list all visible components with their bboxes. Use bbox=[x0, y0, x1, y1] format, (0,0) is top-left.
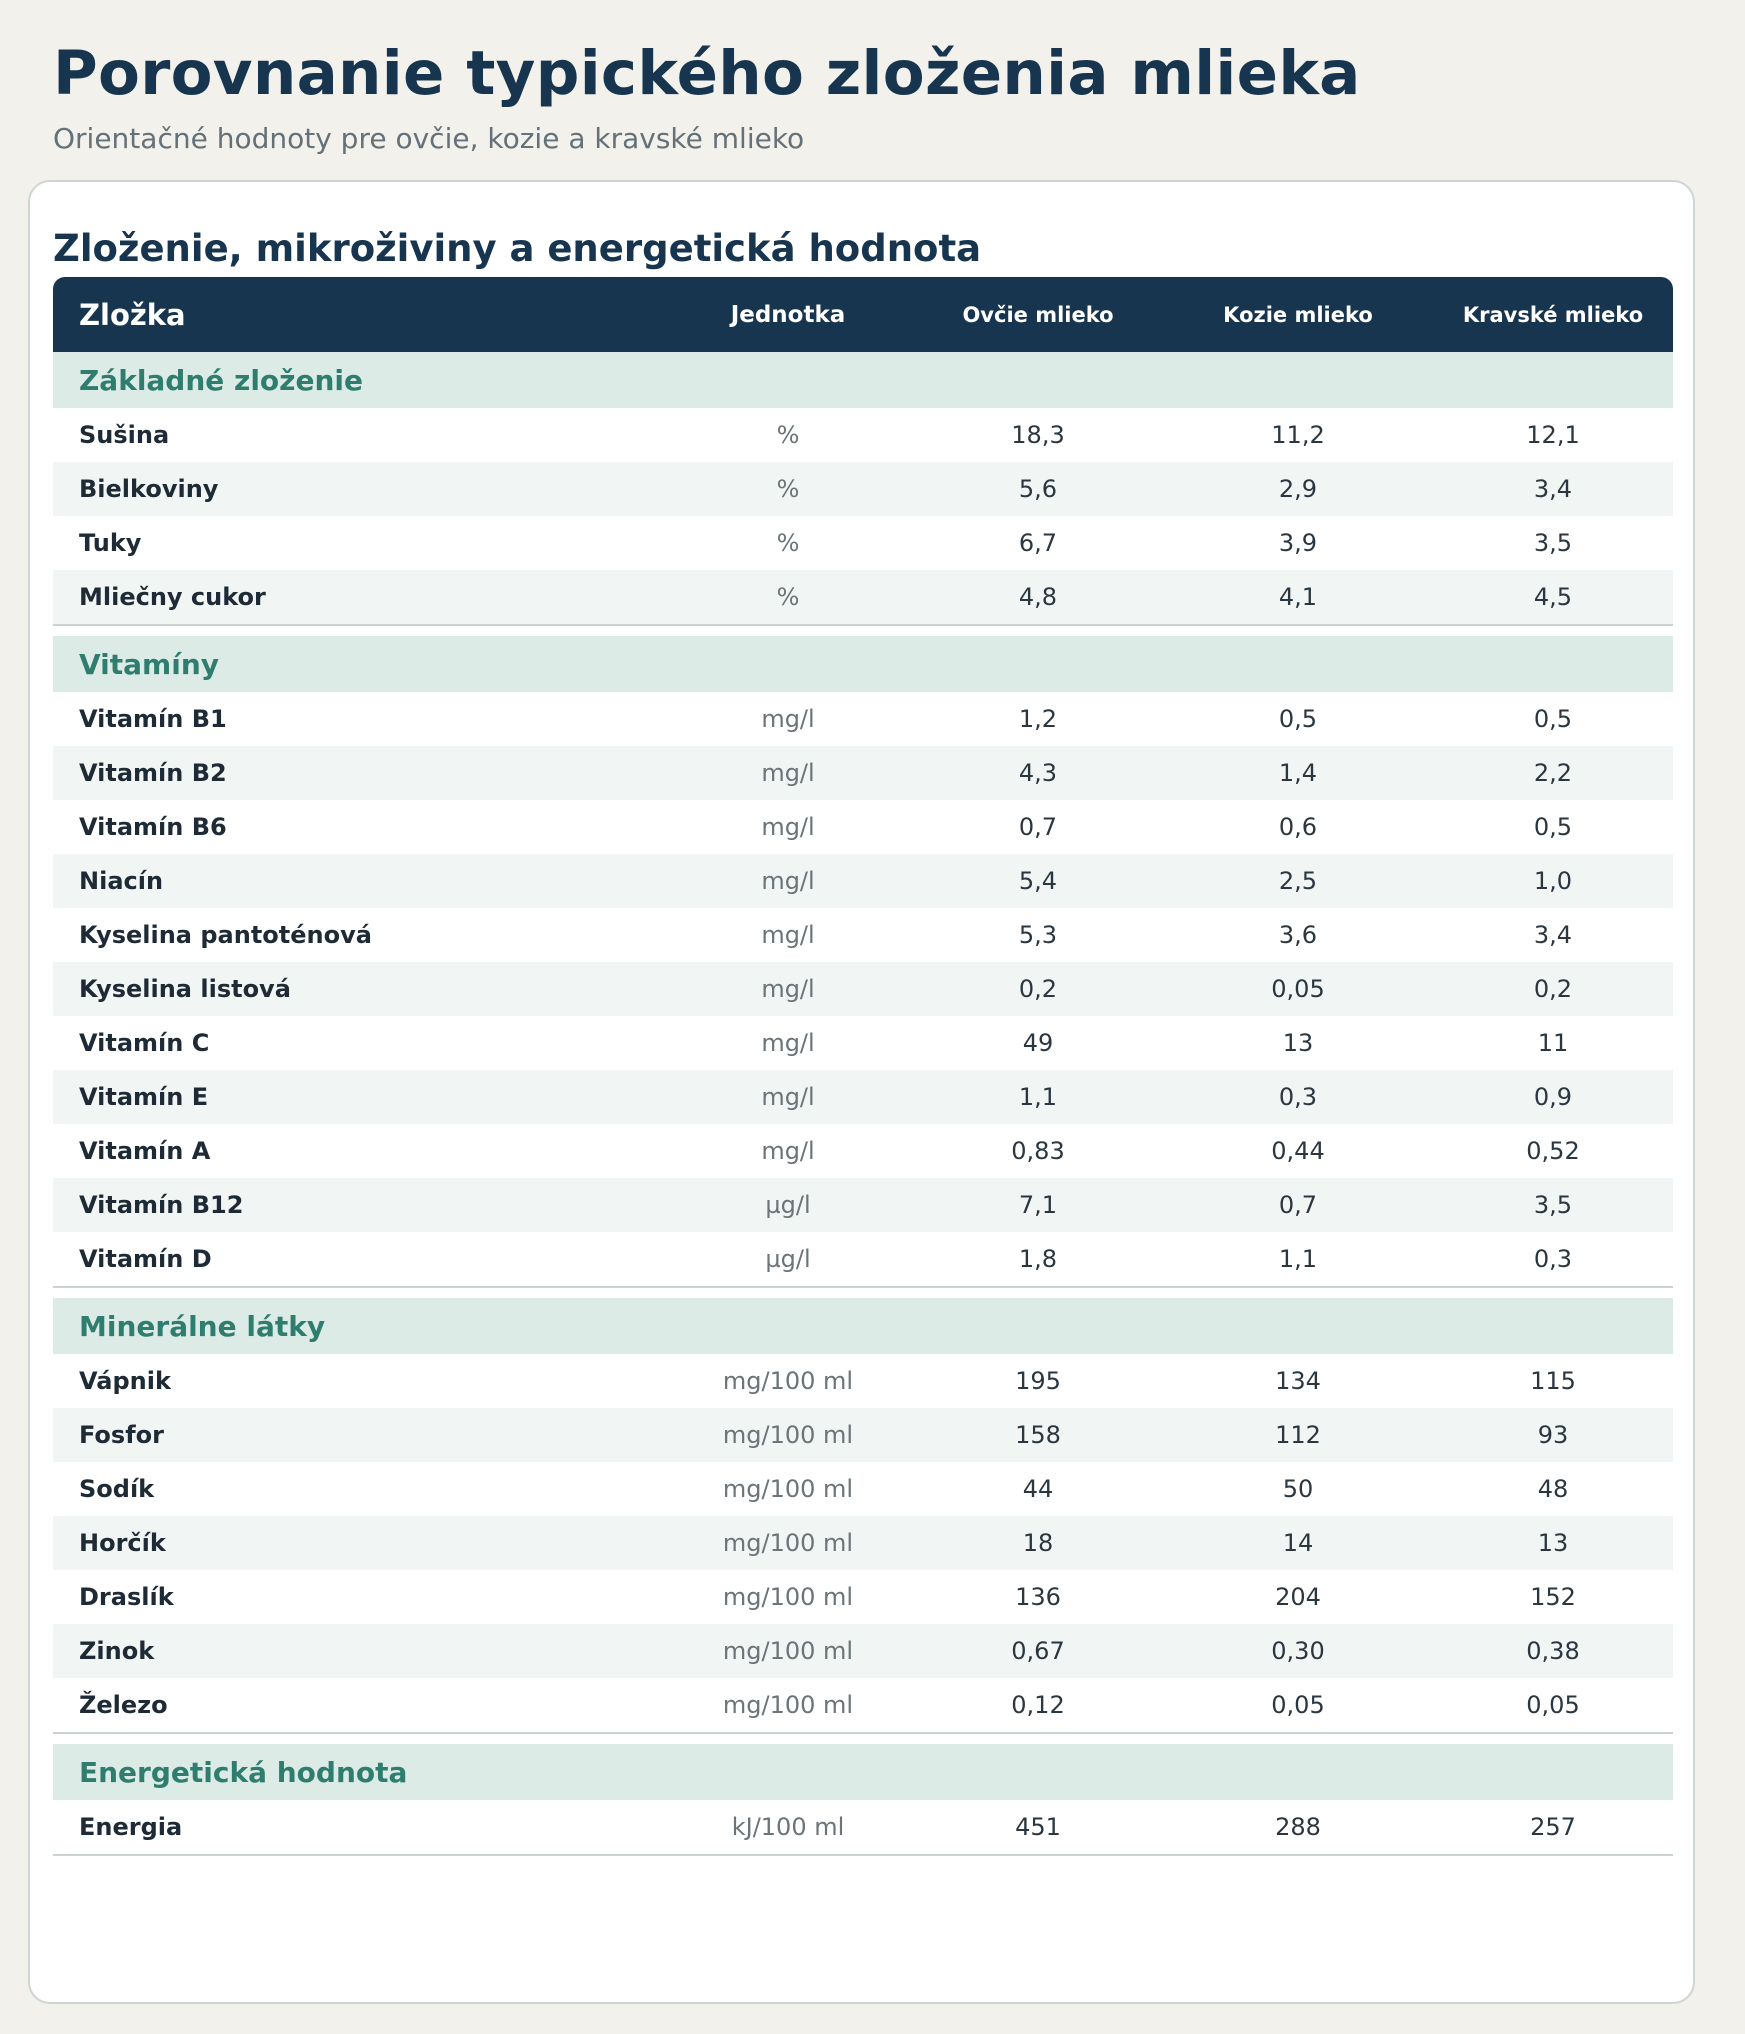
cell-unit: mg/100 ml bbox=[722, 1529, 854, 1557]
cell-goat: 4,1 bbox=[1278, 583, 1318, 611]
cell-unit: mg/l bbox=[761, 1029, 815, 1057]
cell-unit: mg/100 ml bbox=[722, 1367, 854, 1395]
cell-sheep: 18,3 bbox=[1011, 421, 1065, 449]
table-row bbox=[53, 1570, 1673, 1624]
cell-cow: 13 bbox=[1537, 1529, 1569, 1557]
cell-component: Sodík bbox=[79, 1475, 155, 1503]
cell-sheep: 0,7 bbox=[1018, 813, 1058, 841]
table-row bbox=[53, 1354, 1673, 1408]
cell-goat: 0,3 bbox=[1278, 1083, 1318, 1111]
cell-cow: 0,5 bbox=[1533, 705, 1573, 733]
table-row bbox=[53, 1232, 1673, 1286]
table-row bbox=[53, 1800, 1673, 1854]
cell-unit: mg/100 ml bbox=[722, 1475, 854, 1503]
cell-cow: 0,52 bbox=[1526, 1137, 1580, 1165]
cell-cow: 11 bbox=[1537, 1029, 1569, 1057]
table-row bbox=[53, 1624, 1673, 1678]
table-row bbox=[53, 1516, 1673, 1570]
cell-goat: 2,5 bbox=[1278, 867, 1318, 895]
cell-cow: 48 bbox=[1537, 1475, 1569, 1503]
column-header-component: Zložka bbox=[79, 297, 186, 332]
cell-goat: 13 bbox=[1282, 1029, 1314, 1057]
table-row bbox=[53, 1178, 1673, 1232]
cell-component: Niacín bbox=[79, 867, 164, 895]
cell-cow: 1,0 bbox=[1533, 867, 1573, 895]
cell-sheep: 18 bbox=[1022, 1529, 1054, 1557]
cell-component: Mliečny cukor bbox=[79, 583, 266, 611]
cell-unit: mg/l bbox=[761, 1083, 815, 1111]
cell-goat: 0,44 bbox=[1271, 1137, 1325, 1165]
cell-component: Bielkoviny bbox=[79, 475, 219, 503]
table-row bbox=[53, 854, 1673, 908]
cell-component: Vitamín B2 bbox=[79, 759, 227, 787]
cell-sheep: 0,12 bbox=[1011, 1691, 1065, 1719]
cell-goat: 3,6 bbox=[1278, 921, 1318, 949]
cell-cow: 3,5 bbox=[1533, 1191, 1573, 1219]
cell-unit: mg/l bbox=[761, 1137, 815, 1165]
cell-unit: % bbox=[776, 421, 800, 449]
cell-sheep: 1,1 bbox=[1018, 1083, 1058, 1111]
cell-cow: 3,5 bbox=[1533, 529, 1573, 557]
table-row bbox=[53, 1462, 1673, 1516]
cell-cow: 152 bbox=[1530, 1583, 1576, 1611]
cell-unit: mg/l bbox=[761, 759, 815, 787]
cell-cow: 115 bbox=[1530, 1367, 1576, 1395]
cell-unit: mg/100 ml bbox=[722, 1691, 854, 1719]
cell-component: Zinok bbox=[79, 1637, 155, 1665]
cell-goat: 50 bbox=[1282, 1475, 1314, 1503]
cell-sheep: 158 bbox=[1015, 1421, 1061, 1449]
cell-sheep: 451 bbox=[1015, 1813, 1061, 1841]
table-row bbox=[53, 570, 1673, 624]
cell-unit: kJ/100 ml bbox=[731, 1813, 845, 1841]
table-row bbox=[53, 908, 1673, 962]
page-subtitle: Orientačné hodnoty pre ovčie, kozie a kravské mlieko bbox=[53, 122, 805, 155]
cell-cow: 12,1 bbox=[1526, 421, 1580, 449]
table-header-row bbox=[53, 277, 1673, 352]
cell-cow: 4,5 bbox=[1533, 583, 1573, 611]
column-header-goat: Kozie mlieko bbox=[1223, 302, 1373, 327]
cell-sheep: 4,3 bbox=[1018, 759, 1058, 787]
cell-goat: 134 bbox=[1275, 1367, 1321, 1395]
cell-sheep: 44 bbox=[1022, 1475, 1054, 1503]
table-row bbox=[53, 692, 1673, 746]
table-row bbox=[53, 462, 1673, 516]
cell-unit: mg/100 ml bbox=[722, 1637, 854, 1665]
cell-unit: mg/100 ml bbox=[722, 1421, 854, 1449]
cell-goat: 0,6 bbox=[1278, 813, 1318, 841]
cell-component: Energia bbox=[79, 1813, 183, 1841]
cell-unit: mg/l bbox=[761, 813, 815, 841]
cell-component: Vitamín A bbox=[79, 1137, 211, 1165]
cell-goat: 1,4 bbox=[1278, 759, 1318, 787]
group-rows bbox=[53, 408, 1673, 626]
cell-component: Vitamín B1 bbox=[79, 705, 227, 733]
cell-unit: µg/l bbox=[765, 1245, 811, 1273]
cell-cow: 93 bbox=[1537, 1421, 1569, 1449]
table-row bbox=[53, 1070, 1673, 1124]
cell-goat: 2,9 bbox=[1278, 475, 1318, 503]
group-rows bbox=[53, 1354, 1673, 1734]
table-row bbox=[53, 516, 1673, 570]
table-row bbox=[53, 1016, 1673, 1070]
cell-cow: 3,4 bbox=[1533, 921, 1573, 949]
cell-goat: 1,1 bbox=[1278, 1245, 1318, 1273]
cell-goat: 0,5 bbox=[1278, 705, 1318, 733]
cell-goat: 3,9 bbox=[1278, 529, 1318, 557]
cell-sheep: 5,4 bbox=[1018, 867, 1058, 895]
cell-cow: 0,38 bbox=[1526, 1637, 1580, 1665]
cell-sheep: 1,2 bbox=[1018, 705, 1058, 733]
table-row bbox=[53, 1124, 1673, 1178]
page-header bbox=[53, 36, 1361, 156]
table-row bbox=[53, 1408, 1673, 1462]
cell-unit: mg/l bbox=[761, 867, 815, 895]
cell-goat: 288 bbox=[1275, 1813, 1321, 1841]
cell-component: Sušina bbox=[79, 421, 170, 449]
table-body bbox=[53, 352, 1673, 1856]
cell-component: Vápnik bbox=[79, 1367, 171, 1395]
cell-component: Vitamín C bbox=[79, 1029, 210, 1057]
table-row bbox=[53, 746, 1673, 800]
cell-sheep: 136 bbox=[1015, 1583, 1061, 1611]
cell-component: Vitamín E bbox=[79, 1083, 209, 1111]
cell-cow: 3,4 bbox=[1533, 475, 1573, 503]
cell-component: Fosfor bbox=[79, 1421, 164, 1449]
cell-goat: 0,7 bbox=[1278, 1191, 1318, 1219]
group-header: Energetická hodnota bbox=[53, 1744, 1673, 1800]
cell-cow: 2,2 bbox=[1533, 759, 1573, 787]
cell-unit: mg/100 ml bbox=[722, 1583, 854, 1611]
cell-cow: 0,2 bbox=[1533, 975, 1573, 1003]
column-header-sheep: Ovčie mlieko bbox=[962, 302, 1114, 327]
cell-sheep: 4,8 bbox=[1018, 583, 1058, 611]
table-row bbox=[53, 1678, 1673, 1732]
cell-sheep: 5,6 bbox=[1018, 475, 1058, 503]
cell-unit: % bbox=[776, 475, 800, 503]
group-rows bbox=[53, 1800, 1673, 1856]
cell-sheep: 195 bbox=[1015, 1367, 1061, 1395]
group-header: Vitamíny bbox=[53, 636, 1673, 692]
table-row bbox=[53, 800, 1673, 854]
cell-unit: mg/l bbox=[761, 705, 815, 733]
cell-unit: % bbox=[776, 529, 800, 557]
cell-unit: mg/l bbox=[761, 921, 815, 949]
cell-component: Kyselina listová bbox=[79, 975, 291, 1003]
column-header-cow: Kravské mlieko bbox=[1462, 302, 1644, 327]
cell-cow: 0,3 bbox=[1533, 1245, 1573, 1273]
cell-unit: µg/l bbox=[765, 1191, 811, 1219]
table-row bbox=[53, 408, 1673, 462]
cell-unit: mg/l bbox=[761, 975, 815, 1003]
column-header-unit: Jednotka bbox=[730, 301, 846, 328]
group-header: Minerálne látky bbox=[53, 1298, 1673, 1354]
cell-sheep: 6,7 bbox=[1018, 529, 1058, 557]
table-row bbox=[53, 962, 1673, 1016]
table-title: Zloženie, mikroživiny a energetická hodnota bbox=[53, 227, 982, 270]
cell-sheep: 0,67 bbox=[1011, 1637, 1065, 1665]
cell-cow: 0,9 bbox=[1533, 1083, 1573, 1111]
cell-sheep: 49 bbox=[1022, 1029, 1054, 1057]
cell-goat: 11,2 bbox=[1271, 421, 1325, 449]
cell-goat: 0,05 bbox=[1271, 1691, 1325, 1719]
cell-cow: 0,05 bbox=[1526, 1691, 1580, 1719]
group-header: Základné zloženie bbox=[53, 352, 1673, 408]
page-title: Porovnanie typického zloženia mlieka bbox=[53, 38, 1361, 109]
cell-goat: 112 bbox=[1275, 1421, 1321, 1449]
cell-unit: % bbox=[776, 583, 800, 611]
cell-sheep: 5,3 bbox=[1018, 921, 1058, 949]
cell-component: Kyselina pantoténová bbox=[79, 921, 372, 949]
cell-component: Tuky bbox=[79, 529, 142, 557]
cell-goat: 204 bbox=[1275, 1583, 1321, 1611]
cell-goat: 0,30 bbox=[1271, 1637, 1325, 1665]
cell-component: Horčík bbox=[79, 1529, 166, 1557]
cell-sheep: 1,8 bbox=[1018, 1245, 1058, 1273]
cell-sheep: 7,1 bbox=[1018, 1191, 1058, 1219]
composition-table bbox=[53, 277, 1673, 1856]
cell-goat: 14 bbox=[1282, 1529, 1314, 1557]
cell-sheep: 0,83 bbox=[1011, 1137, 1065, 1165]
group-rows bbox=[53, 692, 1673, 1288]
cell-cow: 0,5 bbox=[1533, 813, 1573, 841]
cell-component: Draslík bbox=[79, 1583, 174, 1611]
cell-sheep: 0,2 bbox=[1018, 975, 1058, 1003]
cell-component: Železo bbox=[79, 1691, 168, 1719]
cell-cow: 257 bbox=[1530, 1813, 1576, 1841]
cell-component: Vitamín D bbox=[79, 1245, 212, 1273]
cell-goat: 0,05 bbox=[1271, 975, 1325, 1003]
cell-component: Vitamín B12 bbox=[79, 1191, 244, 1219]
cell-component: Vitamín B6 bbox=[79, 813, 227, 841]
